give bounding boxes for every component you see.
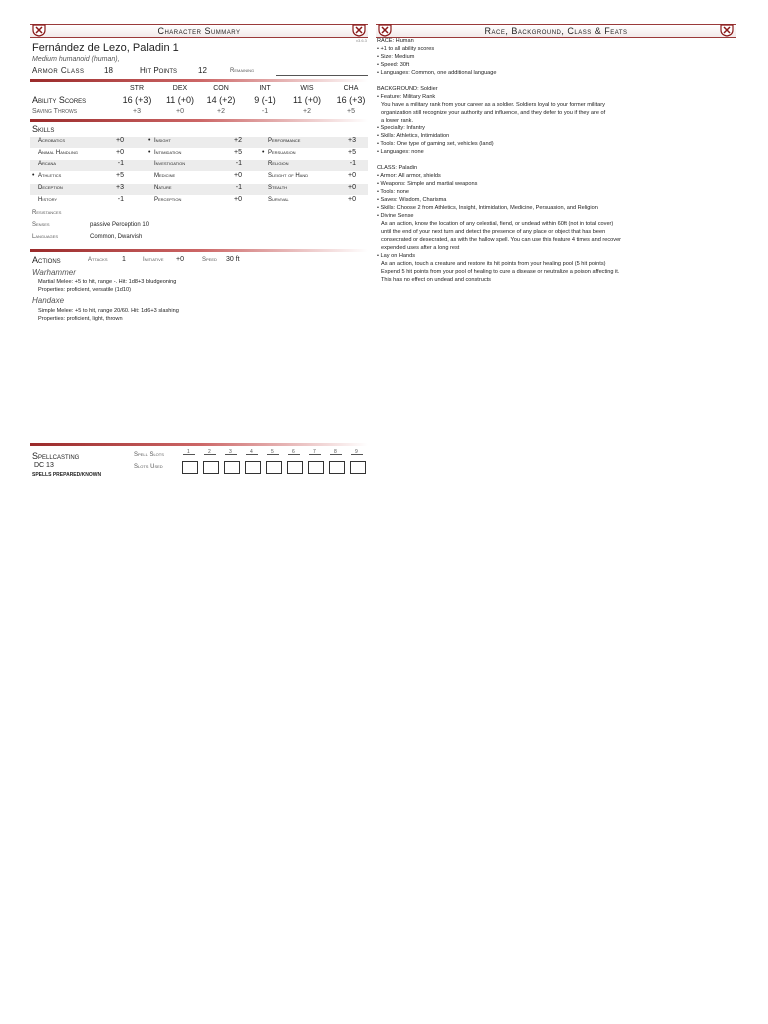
character-summary-title: Character Summary [157, 26, 241, 36]
spell-level-number: 9 [355, 449, 358, 455]
skill-value: +0 [234, 172, 242, 180]
skill-name: Survival [268, 196, 289, 203]
feature-text-line: • Skills: Choose 2 from Athletics, Insight, Intimidation, Medicine, Persuasion, and Religion [377, 204, 598, 211]
feature-text-line: As an action, touch a creature and restore its hit points from your healing pool (5 hit points) [381, 260, 606, 267]
speed-value: 30 ft [226, 256, 240, 263]
spell-level-number: 8 [334, 449, 337, 455]
feature-text-line: until the end of your next turn and detect the presence of any place or object that has been [381, 228, 606, 235]
feature-text-line: organization still recognize your authority and influence, and they defer to you if they are of [381, 109, 606, 116]
feature-text-line: Expend 5 hit points from your pool of healing to cure a disease or neutralize a poison affecting it. [381, 268, 620, 275]
remaining-hp-field[interactable] [276, 75, 368, 76]
ability-name: DEX [172, 85, 188, 92]
weapon-name: Handaxe [32, 296, 65, 305]
weapon-name: Warhammer [32, 268, 76, 277]
skill-value: +2 [234, 137, 242, 144]
feature-text-line: • Lay on Hands [377, 252, 416, 259]
feature-text-line: • +1 to all ability scores [377, 45, 435, 52]
skill-value: -1 [235, 160, 242, 168]
saving-throw-value: +0 [176, 108, 184, 115]
race-background-banner [376, 24, 736, 38]
skill-name: History [38, 196, 58, 203]
feature-text-line: • Speed: 30ft [377, 61, 410, 68]
ability-name: STR [130, 85, 144, 92]
spell-level-number: 1 [187, 449, 190, 455]
spell-slot-count-field[interactable] [309, 454, 321, 455]
saving-throw-value: +2 [217, 108, 225, 115]
race-background-title: Race, Background, Class & Feats [484, 26, 628, 36]
skill-name: Nature [154, 184, 172, 191]
skill-name: Sleight of Hand [268, 173, 309, 180]
feature-text-line: CLASS: Paladin [377, 165, 418, 172]
resistances-label: Resistances [32, 210, 62, 216]
feature-text-line: • Specialty: Infantry [377, 125, 425, 132]
feature-text-line: RACE: Human [377, 38, 414, 44]
spell-slot-count-field[interactable] [246, 454, 258, 455]
spell-slot-count-field[interactable] [351, 454, 363, 455]
version-tag: v3.6.3 [356, 38, 367, 43]
skill-name: Perception [154, 196, 182, 203]
senses-label: Senses [32, 222, 50, 228]
spell-slot-used-checkbox[interactable] [287, 461, 303, 474]
skill-name: Deception [38, 184, 63, 191]
skill-value: -1 [349, 160, 356, 168]
skill-row [30, 160, 368, 171]
section-divider [30, 119, 368, 122]
weapon-attack-line: Martial Melee: +5 to hit, range -. Hit: 1d8+3 bludgeoning [38, 279, 177, 285]
saving-throw-value: -1 [261, 108, 269, 115]
feature-text-line: • Divine Sense [377, 212, 414, 219]
spell-dc: DC 13 [34, 462, 54, 469]
spell-slot-used-checkbox[interactable] [245, 461, 261, 474]
feature-text-line: a lower rank. [381, 117, 414, 124]
skill-row [30, 172, 368, 183]
attacks-label: Attacks [88, 257, 108, 263]
skill-value: +0 [348, 183, 356, 191]
ability-score: 9 (-1) [254, 95, 276, 105]
feature-text-line: • Weapons: Simple and martial weapons [377, 181, 478, 188]
spell-slot-used-checkbox[interactable] [182, 461, 198, 474]
slots-used-label: Slots Used [134, 464, 163, 470]
ability-score: 16 (+3) [122, 95, 152, 105]
skill-name: Animal Handling [38, 149, 79, 156]
skill-value: +0 [116, 137, 124, 144]
feature-text-line: As an action, know the location of any celestial, fiend, or undead within 60ft (not in total cover) [381, 220, 614, 227]
ability-name: CON [213, 85, 229, 92]
ability-name: CHA [343, 85, 359, 92]
hit-points-label: Hit Points [140, 66, 178, 75]
skill-row [30, 196, 368, 207]
skill-value: +5 [116, 172, 124, 180]
spell-slot-count-field[interactable] [288, 454, 300, 455]
skill-value: +3 [348, 137, 356, 144]
feature-text-line: • Feature: Military Rank [377, 93, 436, 100]
spell-slot-count-field[interactable] [225, 454, 237, 455]
skill-value: -1 [117, 195, 124, 203]
skill-value: -1 [235, 183, 242, 191]
skill-value: +0 [234, 195, 242, 203]
ability-score: 11 (+0) [292, 95, 322, 105]
ability-score: 14 (+2) [206, 95, 236, 105]
section-divider [30, 443, 368, 446]
spell-slot-used-checkbox[interactable] [308, 461, 324, 474]
skill-value: +0 [348, 195, 356, 203]
ability-scores-label: Ability Scores [32, 95, 87, 105]
skill-name: Intimidation [154, 149, 182, 156]
skill-name: Acrobatics [38, 138, 66, 144]
proficiency-dot-icon: • [148, 148, 151, 156]
skill-row [30, 137, 368, 148]
spell-slot-used-checkbox[interactable] [224, 461, 240, 474]
ability-score: 16 (+3) [336, 95, 366, 105]
feature-text-line: • Tools: One type of gaming set, vehicles (land) [377, 141, 494, 148]
ability-name: WIS [300, 85, 314, 92]
initiative-value: +0 [176, 256, 184, 263]
spell-slot-used-checkbox[interactable] [266, 461, 282, 474]
shield-crest-icon [352, 23, 366, 37]
weapon-properties-line: Properties: proficient, light, thrown [38, 316, 123, 322]
armor-class-label: Armor Class [32, 66, 85, 75]
skill-row [30, 149, 368, 160]
speed-label: Speed [202, 257, 217, 263]
saving-throws-label: Saving Throws [32, 108, 78, 115]
armor-class-value: 18 [104, 66, 113, 75]
ability-name: INT [259, 85, 271, 92]
feature-text-line: • Saves: Wisdom, Charisma [377, 197, 447, 203]
saving-throw-value: +3 [133, 108, 141, 115]
senses-value: passive Perception 10 [90, 222, 150, 228]
languages-label: Languages [32, 234, 59, 240]
skill-value: +0 [348, 172, 356, 180]
proficiency-dot-icon: • [148, 137, 151, 144]
spellcasting-title: Spellcasting [32, 451, 80, 461]
spell-slot-used-checkbox[interactable] [203, 461, 219, 474]
remaining-label: Remaining [230, 68, 255, 74]
spell-slot-used-checkbox[interactable] [329, 461, 345, 474]
skills-title: Skills [32, 124, 55, 134]
skill-row [30, 184, 368, 195]
saving-throw-value: +5 [347, 108, 355, 115]
feature-text-line: • Languages: Common, one additional language [377, 69, 497, 76]
spell-level-number: 4 [250, 449, 253, 455]
spell-slot-count-field[interactable] [183, 454, 195, 455]
proficiency-dot-icon: • [262, 148, 265, 156]
skill-name: Religion [268, 161, 289, 168]
spell-slot-count-field[interactable] [204, 454, 216, 455]
character-summary-banner [30, 24, 368, 38]
skill-name: Stealth [268, 184, 288, 191]
actions-title: Actions [32, 255, 61, 265]
spell-slot-count-field[interactable] [330, 454, 342, 455]
skill-value: +5 [348, 148, 356, 156]
section-divider [30, 79, 368, 82]
spell-level-number: 3 [229, 449, 232, 455]
skill-value: +5 [234, 148, 242, 156]
section-divider [30, 249, 368, 252]
feature-text-line: BACKGROUND: Soldier [377, 85, 438, 92]
feature-text-line: • Skills: Athletics, Intimidation [377, 133, 450, 140]
skill-name: Insight [154, 138, 171, 144]
spell-slot-count-field[interactable] [267, 454, 279, 455]
character-name: Fernández de Lezo, Paladin 1 [32, 42, 179, 54]
initiative-label: Initiative [143, 257, 164, 263]
feature-text-line: • Size: Medium [377, 53, 415, 60]
spell-slots-label: Spell Slots [134, 452, 164, 458]
attacks-value: 1 [122, 256, 126, 263]
skill-name: Persuasion [268, 149, 296, 156]
skill-name: Medicine [154, 173, 176, 180]
languages-value: Common, Dwarvish [90, 234, 143, 240]
feature-text-line: • Armor: All armor, shields [377, 173, 441, 180]
hit-points-value: 12 [198, 66, 207, 75]
proficiency-dot-icon: • [32, 172, 35, 180]
spell-level-number: 5 [271, 449, 274, 455]
skill-name: Athletics [38, 173, 62, 180]
skill-value: -1 [117, 160, 124, 168]
weapon-properties-line: Properties: proficient, versatile (1d10) [38, 287, 131, 293]
spell-level-number: 6 [292, 449, 295, 455]
saving-throw-value: +2 [303, 108, 311, 115]
skill-name: Investigation [154, 161, 186, 168]
shield-crest-icon [720, 23, 734, 37]
skill-value: +3 [116, 183, 124, 191]
feature-text-line: This has no effect on undead and constructs [381, 276, 491, 283]
skill-name: Performance [268, 138, 301, 144]
spells-prepared-label: SPELLS PREPARED/KNOWN [32, 472, 102, 478]
feature-text-line: consecrated or desecrated, as with the hallow spell. You can use this feature 4 times and recover [381, 236, 622, 243]
feature-text-line: You have a military rank from your career as a soldier. Soldiers loyal to your former military [381, 101, 605, 108]
skill-value: +0 [116, 148, 124, 156]
feature-text-line: • Tools: none [377, 189, 410, 196]
spell-slot-used-checkbox[interactable] [350, 461, 366, 474]
weapon-attack-line: Simple Melee: +5 to hit, range 20/60. Hit: 1d6+3 slashing [38, 308, 179, 314]
character-subtitle: Medium humanoid (human), [32, 56, 120, 63]
spell-level-number: 7 [313, 449, 316, 455]
feature-text-line: expended uses after a long rest [381, 244, 460, 251]
skill-name: Arcana [38, 161, 57, 168]
feature-text-line: • Languages: none [377, 149, 424, 156]
spell-level-number: 2 [208, 449, 211, 455]
ability-score: 11 (+0) [165, 95, 195, 105]
